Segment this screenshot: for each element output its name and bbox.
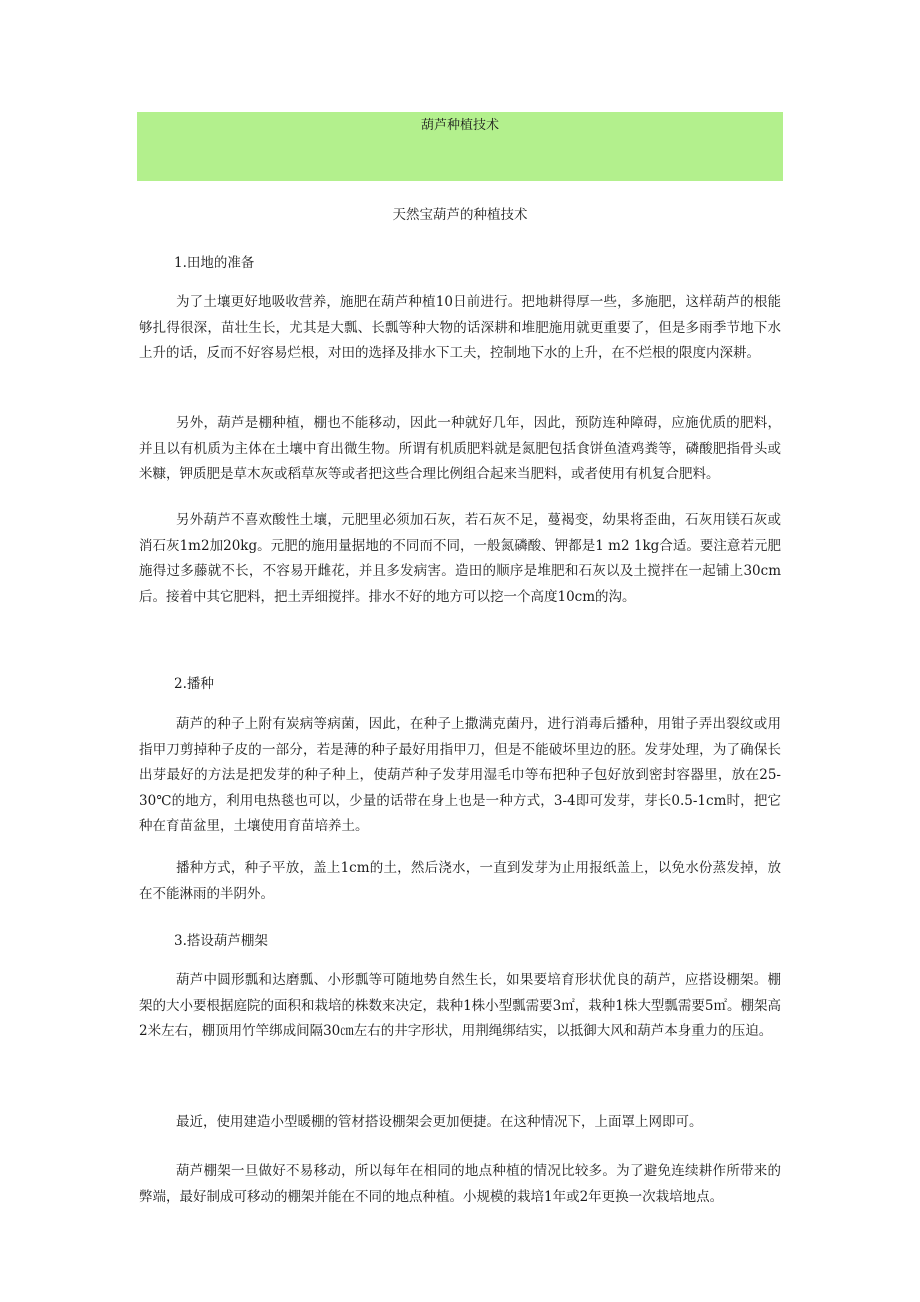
document-subtitle: 天然宝葫芦的种植技术 (392, 207, 528, 223)
paragraph: 另外葫芦不喜欢酸性土壤，元肥里必须加石灰，若石灰不足，蔓褐变，幼果将歪曲，石灰用镁石灰或消石灰1m2加20kg。元肥的施用量据地的不同而不同，一般氮磷酸、钾都是1 m2 1kg合适。要注意若元肥施得过多藤就不长，不容易开雌花，并且多发病害。造田的顺序是堆肥和石灰以及土搅拌在一起铺上30cm后。接着中其它肥料，把土弄细搅拌。排水不好的地方可以挖一个高度10cm的沟。 (139, 512, 781, 605)
title-banner (137, 112, 783, 181)
banner-title: 葫芦种植技术 (420, 118, 499, 133)
paragraph: 播种方式，种子平放，盖上1cm的土，然后浇水，一直到发芽为止用报纸盖上，以免水份蒸发掉，放在不能淋雨的半阴外。 (139, 860, 781, 902)
section-heading-field-preparation: 1.田地的准备 (174, 255, 255, 271)
paragraph: 葫芦中圆形瓢和达磨瓢、小形瓢等可随地势自然生长，如果要培育形状优良的葫芦，应搭设棚架。棚架的大小要根据庭院的面积和栽培的株数来决定，栽种1株小型瓢需要3㎡，栽种1株大型瓢需要5㎡。棚架高2米左右，棚顶用竹竿绑成间隔30㎝左右的井字形状，用荆绳绑结实，以抵御大风和葫芦本身重力的压迫。 (139, 972, 781, 1039)
section-heading-sowing: 2.播种 (174, 676, 214, 692)
paragraph: 另外，葫芦是棚种植，棚也不能移动，因此一种就好几年，因此，预防连种障碍，应施优质的肥料，并且以有机质为主体在土壤中育出微生物。所谓有机质肥料就是氮肥包括食饼鱼渣鸡粪等，磷酸肥指骨头或米糠，钾质肥是草木灰或稻草灰等或者把这些合理比例组合起来当肥料，或者使用有机复合肥料。 (139, 415, 781, 482)
section-heading-trellis: 3.搭设葫芦棚架 (174, 933, 268, 949)
paragraph: 葫芦的种子上附有炭病等病菌，因此，在种子上撒满克菌丹，进行消毒后播种，用钳子弄出裂纹或用指甲刀剪掉种子皮的一部分，若是薄的种子最好用指甲刀，但是不能破坏里边的胚。发芽处理，为了确保长出芽最好的方法是把发芽的种子种上，使葫芦种子发芽用湿毛巾等布把种子包好放到密封容器里，放在25-30℃的地方，利用电热毯也可以，少量的话带在身上也是一种方式，3-4即可发芽，芽长0.5-1cm时，把它种在育苗盆里，土壤使用育苗培养土。 (139, 716, 781, 834)
paragraph: 葫芦棚架一旦做好不易移动，所以每年在相同的地点种植的情况比较多。为了避免连续耕作所带来的弊端，最好制成可移动的棚架并能在不同的地点种植。小规模的栽培1年或2年更换一次栽培地点。 (139, 1163, 781, 1205)
paragraph: 为了土壤更好地吸收营养，施肥在葫芦种植10日前进行。把地耕得厚一些，多施肥，这样葫芦的根能够扎得很深，苗壮生长，尤其是大瓢、长瓢等种大物的话深耕和堆肥施用就更重要了，但是多雨季节地下水上升的话，反而不好容易烂根，对田的选择及排水下工夫，控制地下水的上升，在不烂根的限度内深耕。 (139, 294, 781, 361)
paragraph: 最近，使用建造小型暖棚的管材搭设棚架会更加便捷。在这种情况下，上面罩上网即可。 (176, 1114, 703, 1130)
